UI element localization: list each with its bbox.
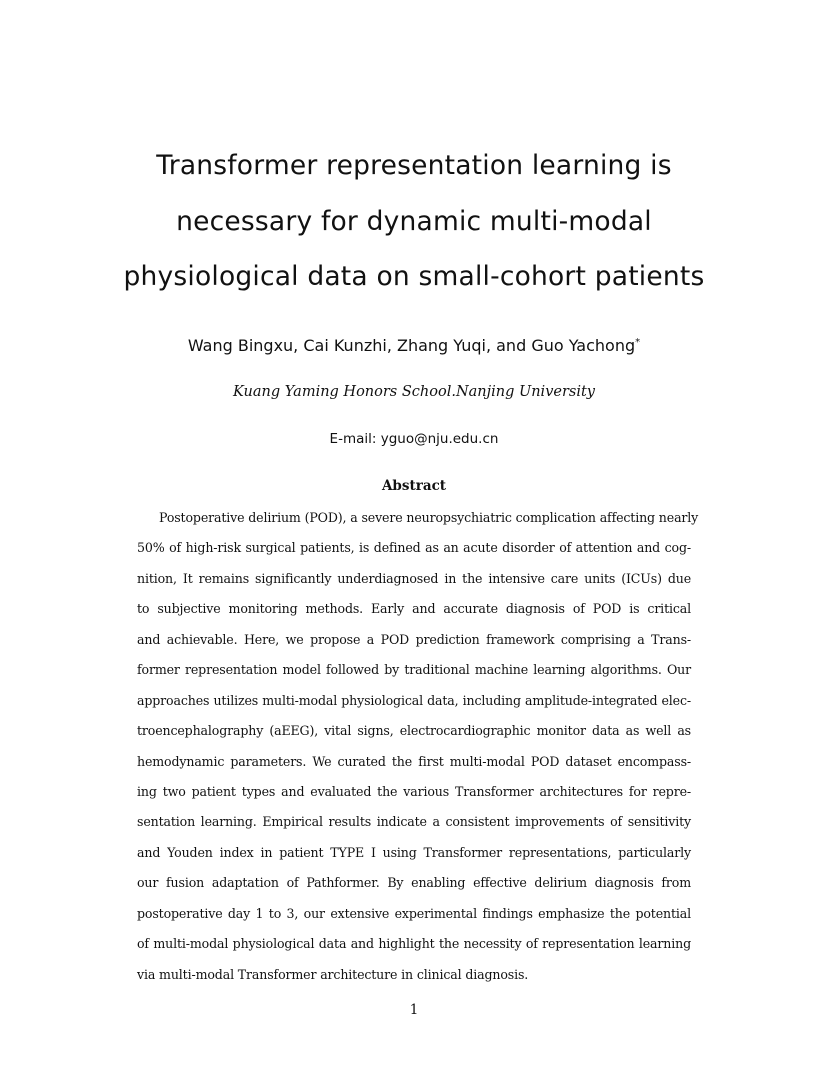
abstract-line: our fusion adaptation of Pathformer. By enabling effective delirium diagnosis from — [137, 875, 691, 891]
abstract-line: ing two patient types and evaluated the various Transformer architectures for repre- — [137, 783, 691, 799]
affiliation: Kuang Yaming Honors School.Nanjing University — [233, 384, 595, 400]
abstract-line: hemodynamic parameters. We curated the first multi-modal POD dataset encompass- — [137, 753, 691, 769]
abstract-line: approaches utilizes multi-modal physiological data, including amplitude-integrated elec- — [137, 692, 691, 708]
author-list — [100, 331, 728, 358]
corresponding-author-mark: * — [635, 337, 641, 348]
paper-title — [100, 138, 728, 305]
page-number: 1 — [409, 1002, 419, 1018]
abstract-line: of multi-modal physiological data and highlight the necessity of representation learning — [137, 936, 691, 952]
abstract-body — [137, 503, 699, 990]
abstract-line: 50% of high-risk surgical patients, is defined as an acute disorder of attention and cog- — [137, 540, 691, 556]
abstract-line: nition, It remains significantly underdiagnosed in the intensive care units (ICUs) due — [137, 570, 691, 586]
abstract-line: sentation learning. Empirical results indicate a consistent improvements of sensitivity — [137, 814, 691, 830]
title-line: physiological data on small-cohort patients — [123, 261, 705, 292]
abstract-line: Postoperative delirium (POD), a severe neuropsychiatric complication affecting nearly — [159, 510, 699, 525]
title-line: Transformer representation learning is — [156, 150, 672, 181]
email-address: yguo@nju.edu.cn — [380, 431, 499, 447]
email-label: E-mail: — [329, 431, 377, 447]
title-line: necessary for dynamic multi-modal — [176, 205, 652, 237]
abstract-line: and Youden index in patient TYPE I using Transformer representations, particularly — [137, 844, 691, 860]
email-line — [100, 428, 728, 450]
abstract-line: former representation model followed by traditional machine learning algorithms. Our — [137, 662, 691, 678]
abstract-line: and achievable. Here, we propose a POD prediction framework comprising a Trans- — [137, 631, 691, 647]
abstract-line: via multi-modal Transformer architecture in clinical diagnosis. — [137, 966, 529, 982]
abstract-heading: Abstract — [381, 478, 447, 494]
abstract-line: troencephalography (aEEG), vital signs, electrocardiographic monitor data as well as — [137, 723, 691, 739]
author-names: Wang Bingxu, Cai Kunzhi, Zhang Yuqi, and Guo Yachong — [187, 336, 636, 355]
abstract-line: postoperative day 1 to 3, our extensive experimental findings emphasize the potential — [137, 905, 691, 921]
abstract-line: to subjective monitoring methods. Early and accurate diagnosis of POD is critical — [137, 601, 691, 617]
